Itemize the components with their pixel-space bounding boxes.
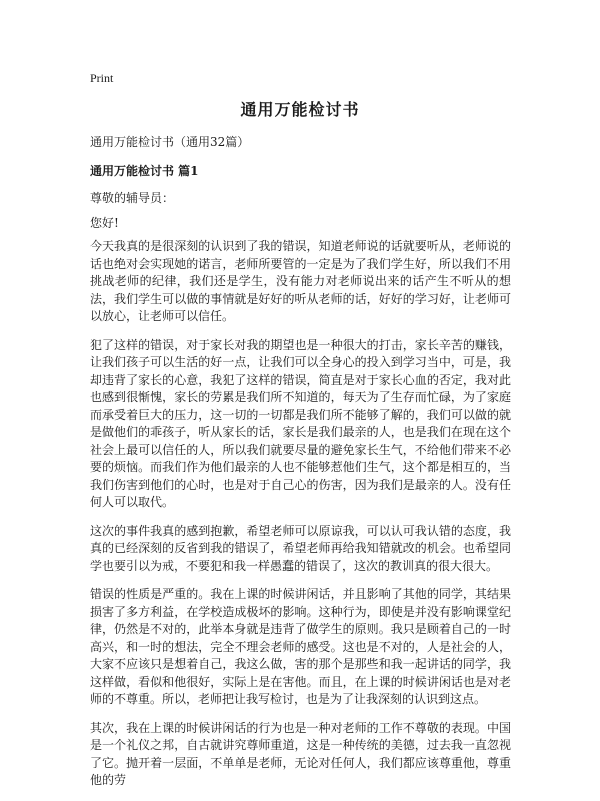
document-title: 通用万能检讨书 xyxy=(240,100,360,119)
paragraph-2: 犯了这样的错误，对于家长对我的期望也是一种很大的打击，家长辛苦的赚钱，让我们孩子可以生活的好一点，让我们可以全身心的投入到学习当中，可是，我却违背了家长的心意，我犯了这样的错误，简直是对于家长心血的否定，我对此也感到很惭愧，家长的劳累是我们所不知道的，每天为了生存而忙碌，为了家庭而承受着巨大的压力，这一切的一切都是我们所不能够了解的，我们可以做的就是做他们的乖孩子，听从家长的话，家长是我们最亲的人，也是我们在现在这个社会上最可以信任的人，所以我们就要尽量的避免家长生气，不给他们带来不必要的烦恼。而我们作为他们最亲的人也不能够惹他们生气，这个都是相互的，当我们伤害到他们的心时，也是对于自己心的伤害，因为我们是最亲的人。没有任何人可以取代。 xyxy=(90,337,511,509)
salutation: 您好! xyxy=(90,216,119,230)
paragraph-1: 今天我真的是很深刻的认识到了我的错误，知道老师说的话就要听从，老师说的话也绝对会实现她的诺言，老师所要管的一定是为了我们学生好，所以我们不用挑战老师的纪律，我们还是学生，没有能力对老师说出来的话产生不听从的想法，我们学生可以做的事情就是好好的听从老师的话，好好的学习好，让老师可以放心，让老师可以信任。 xyxy=(90,239,511,323)
document-body xyxy=(90,238,511,801)
section-heading: 通用万能检讨书 篇1 xyxy=(90,164,199,178)
greeting: 尊敬的辅导员： xyxy=(90,191,175,205)
paragraph-3: 这次的事件我真的感到抱歉，希望老师可以原谅我，可以认可我认错的态度，我真的已经深刻的反省到我的错误了，希望老师再给我知错就改的机会。也希望同学也要引以为戒，不要犯和我一样愚蠢的错误了，这次的教训真的很大很大。 xyxy=(90,523,511,573)
paragraph-4: 错误的性质是严重的。我在上课的时候讲闲话，并且影响了其他的同学，其结果损害了多方利益，在学校造成极坏的影响。这种行为，即使是并没有影响课堂纪律，仍然是不对的，此举本身就是违背了做学生的原则。我只是顾着自己的一时高兴，和一时的想法，完全不理会老师的感受。这也是不对的，人是社会的人，大家不应该只是想着自己，我这么做，害的那个是那些和我一起讲话的同学，我这样做，看似和他很好，实际上是在害他。而且，在上课的时候讲闲话也是对老师的不尊重。所以，老师把让我写检讨，也是为了让我深刻的认识到这点。 xyxy=(90,587,511,706)
document-subtitle: 通用万能检讨书（通用32篇） xyxy=(90,135,250,149)
paragraph-5: 其次，我在上课的时候讲闲话的行为也是一种对老师的工作不尊敬的表现。中国是一个礼仪之邦，自古就讲究尊师重道，这是一种传统的美德，过去我一直忽视了它。抛开着一层面，不单单是老师，无论对任何人，我们都应该尊重他，尊重他的劳 xyxy=(90,720,511,787)
print-label[interactable]: Print xyxy=(90,71,114,85)
